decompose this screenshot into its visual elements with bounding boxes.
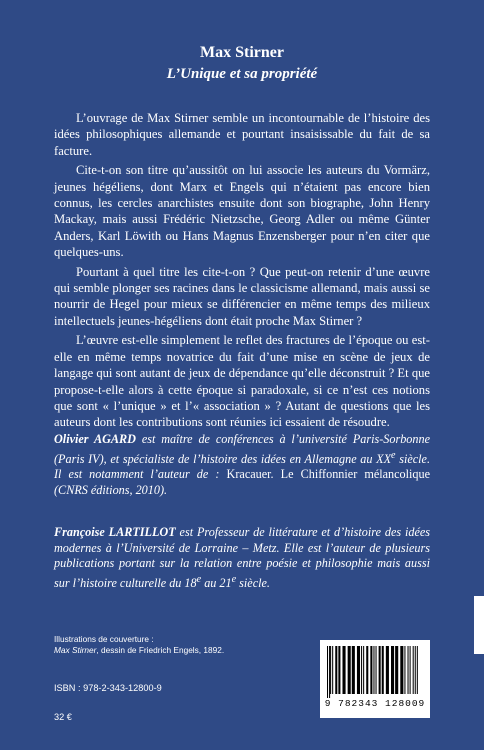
barcode-bar — [376, 646, 377, 694]
bio-text: est Professeur de littérature et d’histoire des idées modernes à l’Université de Lorraine – Metz. Elle est l’auteur de plusieurs publications portant sur la relation entre poésie et philosophie mais aussi sur l’histoire culturelle du 18 — [54, 525, 431, 590]
cover-credits — [54, 634, 354, 656]
barcode-bar — [408, 646, 409, 694]
bio-text: siècle. Il est notamment l’auteur de : — [54, 451, 430, 482]
credits-work: Max Stirner — [54, 645, 97, 655]
bio-text: est maître de conférences à l’université Paris-Sorbonne (Paris IV), et spécialiste de l’histoire des idées en Allemagne au XX — [54, 432, 430, 466]
barcode-bar — [361, 646, 362, 694]
author-bio-agard — [54, 432, 430, 498]
barcode-bar — [415, 646, 416, 694]
credits-label: Illustrations de couverture : — [54, 634, 154, 644]
barcode-bar — [363, 646, 364, 694]
summary-paragraph: Pourtant à quel titre les cite-t-on ? Que peut-on retenir d’une œuvre qui semble plonger ses racines dans le classicisme allemand, mais aussi se nourrir de Hegel pour mieux se différencier en même temps des milieux intellectuels jeunes-hégéliens dont était proche Max Stirner ? — [54, 264, 430, 328]
barcode — [320, 640, 430, 718]
barcode-bar — [382, 646, 384, 694]
summary-paragraph: Cite-t-on son titre qu’aussitôt on lui associe les auteurs du Vormärz, jeunes hégéliens, dont Marx et Engels qui n’étaient pas encore bien connus, les cercles anarchistes ensuite dont son biographe, John Henry Mackay, mais aussi Frédéric Nietzsche, Georg Adler ou même Günter Anders, Karl Löwith ou Hans Magnus Enzensberger pour n’en citer que quelques-uns. — [54, 163, 430, 260]
summary-paragraph: L’œuvre est-elle simplement le reflet des fractures de l’époque ou est-elle en même temps novatrice du fait d’une mise en scène de jeux de langage qui sont autant de jeux de dépendance qu’elle déconstruit ? Et que propose-t-elle alors à cette époque si paradoxale, si ce n’est ces notions que sont « l’unique » et l’« association » ? Autant de questions que les auteurs dont les contributions sont réunies ici essaient de résoudre. — [54, 333, 430, 430]
barcode-bar — [413, 646, 414, 694]
barcode-digits: 9 782343 128009 — [324, 698, 426, 709]
bio-text: au 21 — [201, 575, 232, 590]
barcode-bar — [327, 646, 328, 698]
barcode-bar — [332, 646, 333, 694]
barcode-bar — [373, 646, 374, 694]
barcode-bar — [410, 646, 411, 694]
author-bio-lartillot — [54, 525, 430, 591]
price: 32 € — [54, 712, 72, 722]
credits-detail — [54, 645, 354, 656]
barcode-icon — [325, 646, 425, 698]
barcode-bar — [366, 646, 368, 694]
bio-text: siècle. — [236, 575, 270, 590]
credits-rest: , dessin de Friedrich Engels, 1892. — [96, 645, 225, 655]
author-name: Olivier AGARD — [54, 432, 136, 446]
barcode-bar — [352, 646, 355, 694]
barcode-bar — [391, 646, 394, 694]
book-author-title: Max Stirner — [200, 44, 284, 61]
edge-marker — [474, 596, 484, 654]
summary-paragraph: L’ouvrage de Max Stirner semble un incontournable de l’histoire des idées philosophiques allemande et pourtant insaisissable du fait de sa facture. — [54, 111, 430, 158]
barcode-bar — [379, 646, 381, 694]
bio-text: (CNRS éditions, 2010). — [54, 482, 168, 497]
barcode-bar — [386, 646, 389, 694]
barcode-bar — [400, 646, 403, 694]
book-subtitle: L’Unique et sa propriété — [166, 66, 318, 82]
barcode-bar — [357, 646, 360, 694]
bio-superscript: e — [391, 449, 396, 461]
author-name: Françoise LARTILLOT — [54, 525, 176, 539]
isbn-number: ISBN : 978-2-343-12800-9 — [54, 683, 162, 693]
barcode-bar — [330, 646, 331, 694]
barcode-bar — [342, 646, 345, 694]
barcode-bar — [338, 646, 340, 694]
bio-superscript: e — [196, 573, 202, 585]
barcode-bar — [417, 646, 418, 694]
summary-text — [54, 110, 430, 434]
barcode-bar — [395, 646, 398, 694]
barcode-bar — [329, 646, 330, 698]
barcode-bar — [348, 646, 351, 694]
bio-book-title: Kracauer. Le Chiffonnier mélancolique — [226, 467, 431, 482]
barcode-bar — [370, 646, 372, 694]
barcode-bar — [335, 646, 337, 694]
barcode-bar — [404, 646, 405, 694]
bio-superscript: e — [231, 573, 237, 585]
